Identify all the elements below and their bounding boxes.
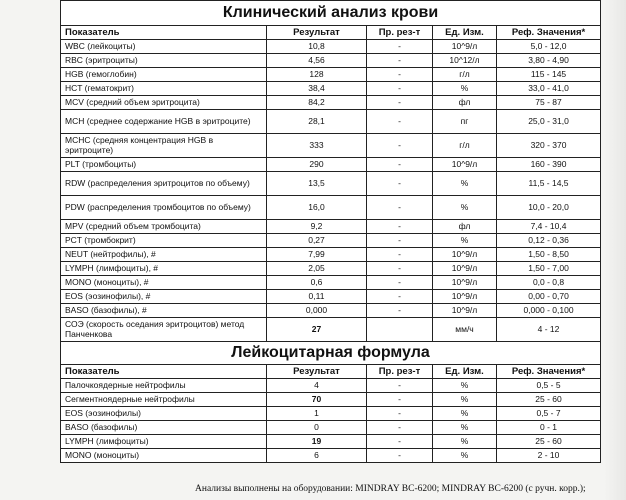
cell-unit: % <box>433 435 497 449</box>
cell-previous: - <box>367 40 433 54</box>
cell-parameter: PCT (тромбокрит) <box>61 234 267 248</box>
cell-previous: - <box>367 262 433 276</box>
cell-reference: 0,00 - 0,70 <box>497 290 601 304</box>
cell-unit: мм/ч <box>433 318 497 342</box>
header-result: Результат <box>267 365 367 379</box>
cell-reference: 7,4 - 10,4 <box>497 220 601 234</box>
cell-unit: % <box>433 407 497 421</box>
cell-parameter: MONO (моноциты), # <box>61 276 267 290</box>
cell-parameter: WBC (лейкоциты) <box>61 40 267 54</box>
cell-reference: 33,0 - 41,0 <box>497 82 601 96</box>
cell-parameter: LYMPH (лимфоциты) <box>61 435 267 449</box>
table-row <box>61 40 601 54</box>
blood-table-body <box>61 40 601 342</box>
cell-parameter: MONO (моноциты) <box>61 449 267 463</box>
header-unit: Ед. Изм. <box>433 26 497 40</box>
cell-unit: % <box>433 449 497 463</box>
table-row <box>61 407 601 421</box>
cell-previous: - <box>367 220 433 234</box>
section-title-formula: Лейкоцитарная формула <box>61 342 601 365</box>
cell-unit: фл <box>433 96 497 110</box>
cell-unit: фл <box>433 220 497 234</box>
cell-parameter: NEUT (нейтрофилы), # <box>61 248 267 262</box>
cell-reference: 25,0 - 31,0 <box>497 110 601 134</box>
cell-reference: 11,5 - 14,5 <box>497 172 601 196</box>
cell-parameter: Сегментноядерные нейтрофилы <box>61 393 267 407</box>
cell-unit: 10^12/л <box>433 54 497 68</box>
cell-reference: 25 - 60 <box>497 393 601 407</box>
cell-unit: г/л <box>433 68 497 82</box>
cell-unit: % <box>433 421 497 435</box>
cell-unit: 10^9/л <box>433 262 497 276</box>
cell-unit: % <box>433 172 497 196</box>
equipment-footer: Анализы выполнены на оборудовании: MINDRAY BC-6200; MINDRAY BC-6200 (с ручн. корр.); <box>195 484 586 494</box>
cell-reference: 75 - 87 <box>497 96 601 110</box>
cell-result: 333 <box>267 134 367 158</box>
table-row <box>61 172 601 196</box>
cell-parameter: MCHC (средняя концентрация HGB в эритроците) <box>61 134 267 158</box>
cell-result: 6 <box>267 449 367 463</box>
cell-parameter: PLT (тромбоциты) <box>61 158 267 172</box>
cell-result: 28,1 <box>267 110 367 134</box>
section-title-blood: Клинический анализ крови <box>61 1 601 26</box>
cell-previous: - <box>367 172 433 196</box>
table-row <box>61 276 601 290</box>
table-row <box>61 54 601 68</box>
table-row <box>61 393 601 407</box>
cell-unit: 10^9/л <box>433 40 497 54</box>
cell-previous: - <box>367 290 433 304</box>
cell-previous: - <box>367 435 433 449</box>
leukocyte-formula-table <box>60 341 601 463</box>
cell-reference: 2 - 10 <box>497 449 601 463</box>
table-row <box>61 290 601 304</box>
cell-parameter: EOS (эозинофилы) <box>61 407 267 421</box>
table-row <box>61 134 601 158</box>
cell-previous: - <box>367 96 433 110</box>
cell-parameter: Палочкоядерные нейтрофилы <box>61 379 267 393</box>
cell-previous: - <box>367 421 433 435</box>
header-ref: Реф. Значения* <box>497 26 601 40</box>
cell-unit: 10^9/л <box>433 276 497 290</box>
cell-result: 2,05 <box>267 262 367 276</box>
table-row <box>61 234 601 248</box>
cell-reference: 1,50 - 7,00 <box>497 262 601 276</box>
cell-reference: 25 - 60 <box>497 435 601 449</box>
cell-result: 4,56 <box>267 54 367 68</box>
cell-reference: 0,5 - 5 <box>497 379 601 393</box>
cell-result: 0 <box>267 421 367 435</box>
cell-previous: - <box>367 110 433 134</box>
cell-reference: 10,0 - 20,0 <box>497 196 601 220</box>
table-row <box>61 96 601 110</box>
lab-report-page <box>60 0 600 463</box>
table-row <box>61 421 601 435</box>
cell-unit: % <box>433 82 497 96</box>
cell-result: 70 <box>267 393 367 407</box>
header-result: Результат <box>267 26 367 40</box>
cell-result: 4 <box>267 379 367 393</box>
cell-unit: % <box>433 379 497 393</box>
photo-edge <box>604 0 626 500</box>
cell-reference: 320 - 370 <box>497 134 601 158</box>
cell-previous: - <box>367 234 433 248</box>
cell-previous: - <box>367 82 433 96</box>
cell-result: 10,8 <box>267 40 367 54</box>
cell-result: 16,0 <box>267 196 367 220</box>
cell-parameter: BASO (базофилы) <box>61 421 267 435</box>
cell-result: 84,2 <box>267 96 367 110</box>
header-prev: Пр. рез-т <box>367 26 433 40</box>
table-row <box>61 435 601 449</box>
cell-result: 27 <box>267 318 367 342</box>
cell-result: 19 <box>267 435 367 449</box>
blood-analysis-table <box>60 0 601 342</box>
cell-parameter: HGB (гемоглобин) <box>61 68 267 82</box>
cell-previous: - <box>367 379 433 393</box>
cell-unit: 10^9/л <box>433 304 497 318</box>
table-row <box>61 82 601 96</box>
cell-previous: - <box>367 68 433 82</box>
header-unit: Ед. Изм. <box>433 365 497 379</box>
cell-previous: - <box>367 248 433 262</box>
header-ref: Реф. Значения* <box>497 365 601 379</box>
header-param: Показатель <box>61 365 267 379</box>
cell-reference: 0,0 - 0,8 <box>497 276 601 290</box>
cell-reference: 115 - 145 <box>497 68 601 82</box>
header-param: Показатель <box>61 26 267 40</box>
cell-result: 13,5 <box>267 172 367 196</box>
cell-parameter: RDW (распределения эритроцитов по объему) <box>61 172 267 196</box>
cell-unit: 10^9/л <box>433 248 497 262</box>
cell-result: 7,99 <box>267 248 367 262</box>
cell-result: 0,11 <box>267 290 367 304</box>
cell-parameter: PDW (распределения тромбоцитов по объему) <box>61 196 267 220</box>
cell-result: 0,000 <box>267 304 367 318</box>
cell-result: 9,2 <box>267 220 367 234</box>
cell-previous: - <box>367 54 433 68</box>
cell-result: 0,6 <box>267 276 367 290</box>
cell-previous: - <box>367 393 433 407</box>
cell-result: 38,4 <box>267 82 367 96</box>
cell-reference: 0,12 - 0,36 <box>497 234 601 248</box>
table-row <box>61 304 601 318</box>
cell-result: 1 <box>267 407 367 421</box>
table-row <box>61 110 601 134</box>
cell-reference: 4 - 12 <box>497 318 601 342</box>
cell-parameter: RBC (эритроциты) <box>61 54 267 68</box>
table-row <box>61 220 601 234</box>
cell-previous: - <box>367 134 433 158</box>
cell-previous: - <box>367 158 433 172</box>
cell-parameter: MPV (средний объем тромбоцита) <box>61 220 267 234</box>
cell-unit: % <box>433 234 497 248</box>
table-row <box>61 449 601 463</box>
table-row <box>61 68 601 82</box>
cell-reference: 0 - 1 <box>497 421 601 435</box>
table-row <box>61 158 601 172</box>
cell-parameter: EOS (эозинофилы), # <box>61 290 267 304</box>
cell-unit: % <box>433 196 497 220</box>
cell-unit: пг <box>433 110 497 134</box>
cell-unit: 10^9/л <box>433 158 497 172</box>
cell-parameter: HCT (гематокрит) <box>61 82 267 96</box>
formula-table-body <box>61 379 601 463</box>
cell-result: 290 <box>267 158 367 172</box>
cell-previous: - <box>367 407 433 421</box>
cell-reference: 3,80 - 4,90 <box>497 54 601 68</box>
cell-reference: 0,5 - 7 <box>497 407 601 421</box>
cell-parameter: BASO (базофилы), # <box>61 304 267 318</box>
header-prev: Пр. рез-т <box>367 365 433 379</box>
cell-result: 0,27 <box>267 234 367 248</box>
table-row <box>61 248 601 262</box>
cell-unit: 10^9/л <box>433 290 497 304</box>
cell-parameter: СОЭ (скорость оседания эритроцитов) метод Панченкова <box>61 318 267 342</box>
cell-parameter: MCH (среднее содержание HGB в эритроците) <box>61 110 267 134</box>
cell-previous <box>367 318 433 342</box>
cell-unit: г/л <box>433 134 497 158</box>
table-row <box>61 379 601 393</box>
cell-reference: 0,000 - 0,100 <box>497 304 601 318</box>
table-row <box>61 262 601 276</box>
table-row <box>61 318 601 342</box>
cell-previous: - <box>367 304 433 318</box>
cell-previous: - <box>367 196 433 220</box>
cell-reference: 1,50 - 8,50 <box>497 248 601 262</box>
cell-result: 128 <box>267 68 367 82</box>
cell-reference: 160 - 390 <box>497 158 601 172</box>
cell-parameter: LYMPH (лимфоциты), # <box>61 262 267 276</box>
cell-unit: % <box>433 393 497 407</box>
cell-parameter: MCV (средний объем эритроцита) <box>61 96 267 110</box>
cell-previous: - <box>367 276 433 290</box>
cell-previous: - <box>367 449 433 463</box>
table-row <box>61 196 601 220</box>
cell-reference: 5,0 - 12,0 <box>497 40 601 54</box>
